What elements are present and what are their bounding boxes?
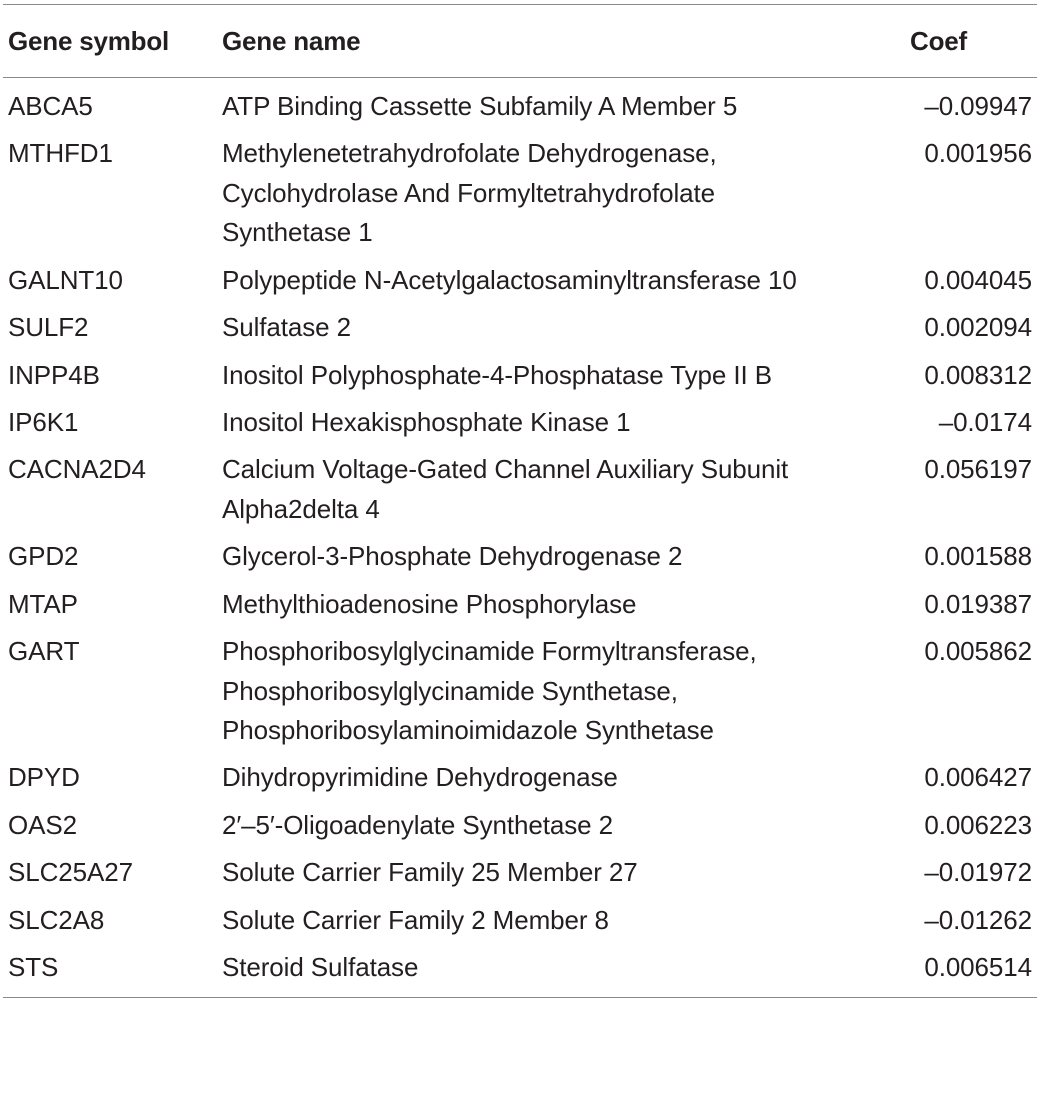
coef-cell: 0.001956: [924, 138, 1032, 169]
gene-name-cell: Dihydropyrimidine Dehydrogenase: [222, 762, 618, 793]
header-gene-symbol: Gene symbol: [8, 25, 170, 56]
gene-name-cell: Solute Carrier Family 2 Member 8: [222, 904, 609, 935]
gene-symbol-cell: GALNT10: [8, 264, 123, 295]
coef-cell: 0.001588: [924, 541, 1032, 572]
gene-symbol-cell: SULF2: [8, 312, 89, 343]
coef-cell: 0.006223: [924, 809, 1032, 840]
gene-symbol-cell: STS: [8, 951, 59, 982]
gene-name-cell: Sulfatase 2: [222, 312, 351, 343]
gene-symbol-cell: INPP4B: [8, 359, 100, 390]
gene-name-cell: 2′–5′-Oligoadenylate Synthetase 2: [222, 809, 613, 840]
table-row: [3, 78, 1037, 135]
gene-coefficient-table: [3, 4, 1037, 995]
gene-symbol-cell: GART: [8, 636, 80, 667]
coef-cell: 0.019387: [924, 588, 1032, 619]
coef-cell: –0.01262: [924, 904, 1032, 935]
coef-cell: 0.002094: [924, 312, 1032, 343]
gene-symbol-cell: GPD2: [8, 541, 79, 572]
table-row: [3, 632, 1037, 758]
coef-cell: 0.006514: [924, 951, 1032, 982]
table-row: [3, 948, 1037, 995]
table-row: [3, 585, 1037, 632]
header-gene-name: Gene name: [222, 25, 361, 56]
table-bottom-rule: [3, 997, 1037, 998]
gene-name-cell: Polypeptide N-Acetylgalactosaminyltransferase 10: [222, 264, 797, 295]
table-row: [3, 758, 1037, 805]
gene-symbol-cell: MTHFD1: [8, 138, 113, 169]
table-body: [3, 78, 1037, 996]
gene-name-cell: Methylenetetrahydrofolate Dehydrogenase, Cyclohydrolase And Formyltetrahydrofolate Synthetase 1: [222, 138, 717, 248]
coef-cell: –0.0174: [938, 406, 1032, 437]
gene-name-cell: Inositol Hexakisphosphate Kinase 1: [222, 406, 631, 437]
coef-cell: 0.056197: [924, 454, 1032, 485]
table-row: [3, 901, 1037, 948]
coef-cell: 0.008312: [924, 359, 1032, 390]
gene-symbol-cell: DPYD: [8, 762, 80, 793]
table-row: [3, 403, 1037, 450]
table-row: [3, 450, 1037, 537]
gene-symbol-cell: MTAP: [8, 588, 78, 619]
gene-name-cell: Glycerol-3-Phosphate Dehydrogenase 2: [222, 541, 683, 572]
gene-symbol-cell: SLC2A8: [8, 904, 105, 935]
table-row: [3, 134, 1037, 260]
gene-symbol-cell: SLC25A27: [8, 857, 133, 888]
gene-name-cell: Steroid Sulfatase: [222, 951, 419, 982]
table-header: [3, 5, 1037, 78]
header-row: [3, 5, 1037, 78]
gene-name-cell: Methylthioadenosine Phosphorylase: [222, 588, 637, 619]
table-row: [3, 356, 1037, 403]
header-coef: Coef: [910, 25, 967, 56]
gene-name-cell: Phosphoribosylglycinamide Formyltransferase, Phosphoribosylglycinamide Synthetase, Phosphoribosylaminoimidazole Synthetase: [222, 636, 757, 746]
gene-symbol-cell: OAS2: [8, 809, 77, 840]
gene-symbol-cell: ABCA5: [8, 91, 93, 121]
gene-name-cell: Inositol Polyphosphate-4-Phosphatase Type II B: [222, 359, 772, 390]
table-row: [3, 261, 1037, 308]
gene-symbol-cell: IP6K1: [8, 406, 79, 437]
coef-cell: –0.01972: [924, 857, 1032, 888]
table-row: [3, 308, 1037, 355]
gene-name-cell: Solute Carrier Family 25 Member 27: [222, 857, 638, 888]
table-row: [3, 853, 1037, 900]
gene-name-cell: ATP Binding Cassette Subfamily A Member 5: [222, 91, 738, 121]
table-row: [3, 537, 1037, 584]
coef-cell: 0.006427: [924, 762, 1032, 793]
coef-cell: 0.004045: [924, 264, 1032, 295]
gene-table-container: [3, 4, 1037, 998]
gene-name-cell: Calcium Voltage-Gated Channel Auxiliary Subunit Alpha2delta 4: [222, 454, 789, 524]
gene-symbol-cell: CACNA2D4: [8, 454, 146, 485]
coef-cell: 0.005862: [924, 636, 1032, 667]
table-row: [3, 806, 1037, 853]
coef-cell: –0.09947: [924, 91, 1032, 121]
